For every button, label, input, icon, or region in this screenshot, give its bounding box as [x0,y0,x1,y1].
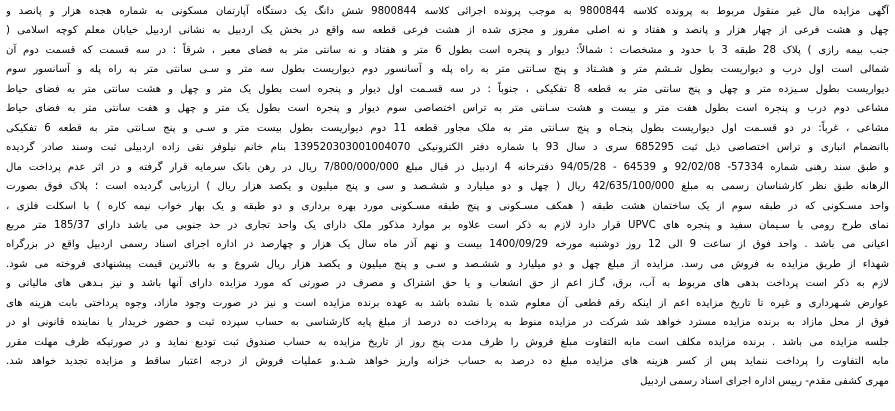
notice-line-15: لازم به ذکر است پرداخت بدهی های مربوط به آب، برق، گـاز اعم از حق انشعاب و یا حق اشتراک و مصرف در صورتی که مورد مزایده دارای آنها باشد و نیز بـدهی های مالیاتی و [6,278,889,290]
notice-signature-line: مهری کشفی مقدم- رییس اداره اجرای اسناد رسمی اردبیل [640,375,889,387]
auction-notice-text [6,2,889,408]
notice-line-11: واحد مسـکونی که در طبقه سوم از یک ساختمان هشت طبقه ( همکف مسـکونی و پنج طبقه مسـکونی مورد بهره برداری و دو طبقه و یک بهار خواب نیمه کاره ) با اسکلت فلزی ، [6,200,889,212]
notice-line-7: مشاعی ، غرباً: در دو قسـمت اول دیواریست بطول پنجـاه و پنج سـانتی متر به ملک مجاور قطعه 11 دوم دیواریست بطول بیست متر و سـی و پنج سـانتی متر به قطعه 6 تفکیکی [6,122,889,134]
notice-line-5: دیواریست بطول سـیزده متر و چهل و پنج سانتی متر به قطعه 8 تفکیکی ، جنوباً : در سه قسـمت اول دیوار و پنجره است بطول یک متر و چهل و هشت سانتی متر به فضای حیاط [6,83,889,95]
notice-line-16: عوارض شـهرداری و غیره تا تاریخ مزایده اعم از اینکه رقم قطعی آن معلوم شده یا نشده باشد به عهده برنده مزایده است و نیز در صورت وجود مازاد، وجوه پرداختی بابت هزینه های [6,297,889,309]
notice-line-14: شهداء از طریق مزایده به فروش می رسد. مزایده از مبلغ چهل و دو میلیارد و ششـصد و سـی و پنج میلیون و یکصد هزار ریال شروع و به بالاترین قیمت پیشنهادی فروخته می شود. [6,258,889,270]
notice-line-13: اعیانی می باشد . واحد فوق از ساعت 9 الی 12 روز دوشنبه مورخه 1400/09/29 بیست و نهم آذر ماه سال یک هزار و چهارصد در اداره اجرای اسناد رسمی اردبیل واقع در بزرگراه [6,239,889,251]
notice-line-10: الرهانه طبق نظر کارشناسان رسمی به مبلغ 42/635/100/000 ریال ( چهل و دو میلیارد و ششـصد و سی و پنج میلیون و یکصد هزار ریال ) ارزیابی گردیده است ؛ پلاک فوق بصورت [6,181,889,193]
notice-line-17: فوق از محل مازاد به برنده مزایده مسترد خواهد شد شرکت در مزایده منوط به پرداخت ده درصد از مبلغ پایه کارشناسی به حساب سپرده ثبت و حضور خریدار یا نماینده قانونی او در [6,317,889,329]
notice-line-19: مابه التفاوت را پرداخت ننماید پس از کسر هزینه های مزایده مبلغ ده درصد به حساب خزانه واریز خواهد شـد.و عملیات فروش از درجه اعتبار ساقط و مزایده تجدید خواهد شد. [6,356,889,368]
notice-line-8: باانضمام انباری و تراس اختصاصی ذیل ثبت 685295 سری د سال 93 با شماره دفتر الکترونیکی 139520303001004070 بنام خانم نیلوفر نقی زاده اردبیلی ثبت وسند صادر گردیده [6,142,889,154]
notice-line-4: شمالی است اول درب و دیواریست بطول شـشم متر و هشـتاد و پنج سـانتی متر به راه پله و آسانسور دوم دیواریست بطول سه متر و سـی سانتی متر به راه پله و آسانسور سوم [6,64,889,76]
notice-line-3: جنب بیمه رازی ) پلاک 28 طبقه 3 با حدود و مشخصات : شمالاً: دیوار و پنجره است بطول 6 متر و هفتاد و نه سانتی متر به فضای معبر ، شرقاً : در سه قسمت که قسمت دوم آن [6,44,889,56]
notice-line-9: و طبق سند رهنی شماره 57334- 92/02/08 و 64539 - 94/05/28 دفترخانه 4 اردبیل در قبال مبلغ 7/800/000/000 ریال در رهن بانک سرمایه قرار گرفته و در اثر عدم پرداخت مال [6,161,889,173]
notice-line-2: چهل و هشت فرعی از چهار هزار و پانصد و هفتاد و نه اصلی مفروز و مجزی شده از هشت فرعی قطعه سه واقع در بخش یک اردبیل به نشانی اردبیل خیابان معلم کوچه اسلامی ( [6,25,889,37]
notice-line-1: آگهی مزایده مال غیر منقول مربوط به پرونده کلاسه 9800844 به موجب پرونده اجرائی کلاسه 9800844 شش دانگ یک دستگاه آپارتمان مسکونی به شماره هجده هزار و پانصد و [6,6,889,17]
notice-line-12: نمای طرح رومی با سـیمان سفید و پنجره های UPVC قرار دارد لازم به ذکر است علاوه بر موارد مذکور ملک دارای یک واحد تجاری در حد جنوبی می باشد دارای 185/37 متر مربع [6,219,889,231]
notice-line-18: جلسه مزایده می باشد . برنده مزایده مکلف است مابه التفاوت مبلغ فروش را ظرف مدت پنج روز از تاریخ مزایده به حساب صندوق ثبت تودیع نماید و در صورتیکه ظرف مهلت مقرر [6,336,889,348]
notice-line-6: مشاعی دوم درب و پنجره است بطول هفت متر و بیست و هشت سـانتی متر به تراس اختصاصی سوم دیوار و پنجره است بطول یک متر و چهل و هفت سانتی متر به فضای حیاط [6,103,889,115]
